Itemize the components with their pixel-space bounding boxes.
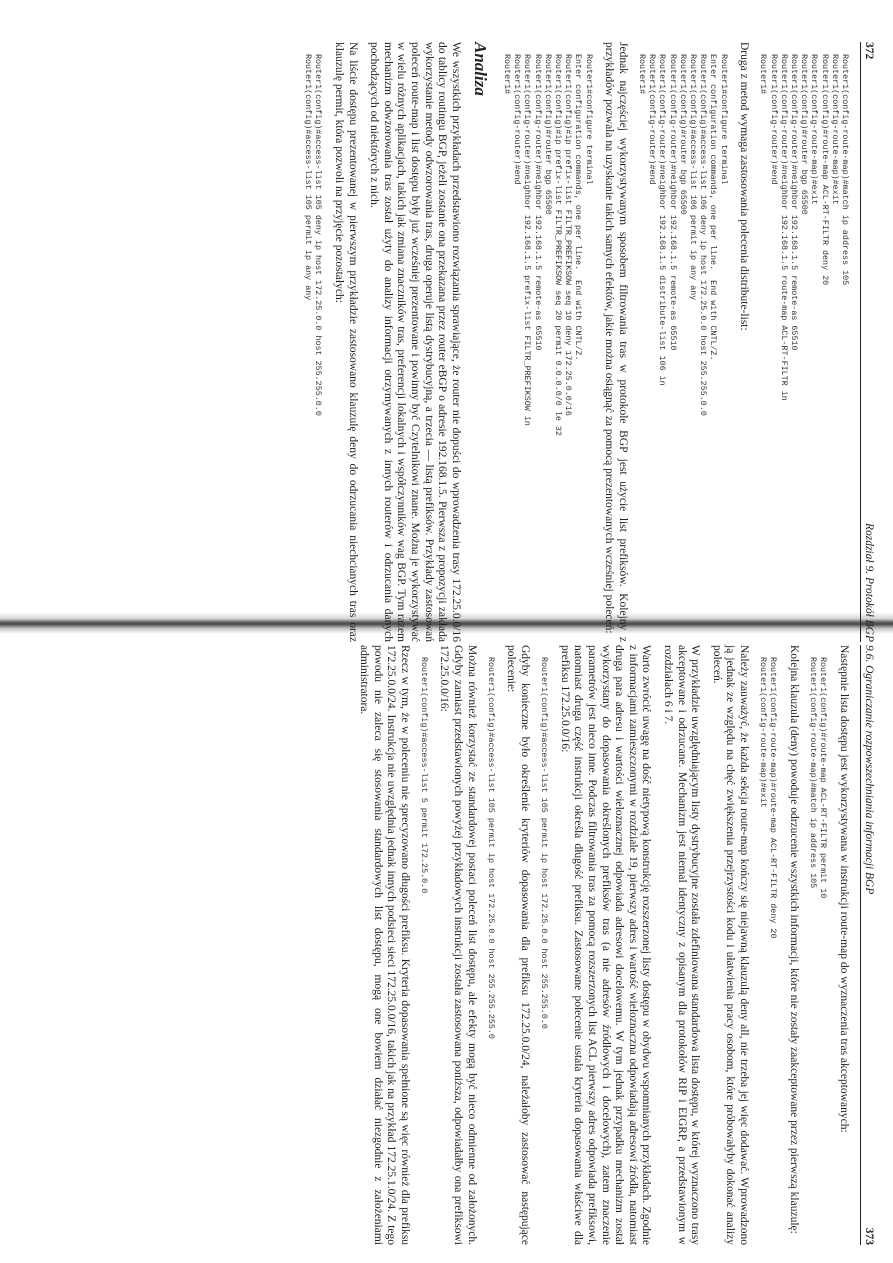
paragraph: Można również korzystać ze standardowej postaci poleceń list dostępu, ale efekty mogą być nieco odmienne od założonych. Gdyby zamiast przedstawionych powyżej przykładowych instrukcji została zastosowana poniższa, odpowiadałby ona prefiksowi 172.25.0.0/16: [438, 645, 478, 1245]
code-block: Router1(config)#access-list 105 permit ip host 172.25.0.0 host 255.255.255.0 [485, 657, 496, 1039]
paragraph: Druga z metod wymaga zastosowania polecenia distribute-list: [738, 42, 751, 331]
paragraph: W przykładzie uwzględniającym listy dystrybucyjne została zdefiniowana standardowa lista dostępu, w której wyznaczono trasy akceptowane i odrzucane. Mechanizm jest niemal identyczny z opisanym dla protokołów RIP i EIGRP, a przedstawionym w rozdziałach 6 i 7. [662, 645, 702, 1245]
section-heading: Analiza [470, 42, 490, 96]
paragraph: Należy zauważyć, że każda sekcja route-map kończy się niejawną klauzulą deny all, nie trzeba jej więc dodawać. Wprowadzono ją jednak ze względu na chęć zwiększenia przejrzystości kodu i ułatwienia pracy osobom, które próbowałyby dokonać analizy poleceń. [710, 645, 750, 1245]
running-head-title: 9.6. Ograniczanie rozpowszechniania informacji BGP [863, 645, 875, 895]
code-block: Router1(config)#access-list 105 deny ip host 172.25.0.0 host 255.255.0.0 Router1(config)#access-list 105 permit ip any any [303, 54, 324, 416]
running-header [860, 42, 875, 642]
running-head-title: Rozdział 9. Protokół BGP [863, 522, 875, 642]
code-block: Router1#configure terminal Enter configuration commands, one per line. End with CNTL/Z. Router1(config)#ip prefix-list FILTR_PREFIKSOW seq 10 deny 172.25.0.0/16 Router1(config)#ip prefix-list FILTR_PREFIKSOW seq 20 permit 0.0.0.0/0 le 32 Router1(config)#router bgp 65500 Router1(config-router)#neighbor 192.168.1.5 remote-as 65510 Router1(config-router)#neighbor 192.168.1.5 prefix-list FILTR_PREFIKSOW in Router1(config-router)#end Router1# [501, 54, 594, 436]
running-header [860, 645, 875, 1245]
code-block: Router1(config-route-map)#match ip address 105 Router1(config-route-map)#exit Router1(config)#route-map ACL-RT-FILTR deny 20 Router1(config-route-map)#exit Router1(config)#router bgp 65500 Router1(config-router)#neighbor 192.168.1.5 remote-as 65510 Router1(config-router)#neighbor 192.168.1.5 route-map ACL-RT-FILTR in Router1(config-router)#end Router1# [758, 54, 850, 401]
code-block: Router1#configure terminal Enter configuration commands, one per line. End with CNTL/Z. Router1(config)#access-list 106 deny ip host 172.25.0.0 host 255.255.0.0 Router1(config)#access-list 106 permit ip any any Router1(config)#router bgp 65500 Router1(config-router)#neighbor 192.168.1.5 remote-as 65510 Router1(config-router)#neighbor 192.168.1.5 distribute-list 106 in Router1(config-router)#end Router1# [636, 54, 729, 416]
page-373 [15, 645, 875, 1245]
paragraph: Rzecz w tym, że w poleceniu nie sprecyzowano długości prefiksu. Kryteria dopasowania spełnione są więc również dla prefiksu 172.25.0.0/24. Instrukcja nie uwzględnia jednak innych podsieci sieci 172.25.0.0/16, takich jak na przykład 172.25.1.0/24. Z tego powodu nie zaleca się stosowania standardowych list dostępu, mogą one bowiem działać niezgodnie z założeniami administratora. [357, 645, 411, 1245]
paragraph: Na liście dostępu prezentowanej w pierwszym przykładzie zastosowano klauzulę deny do odrzucania niechcianych tras oraz klauzulę permit, która pozwoli na przyjęcie pozostałych: [332, 42, 359, 642]
paragraph: Jednak najczęściej wykorzystywanym sposobem filtrowania tras w protokole BGP jest użycie list prefiksów. Kolejny z przykładów pozwala na uzyskanie takich samych efektów, jakie można osiągnąć za pomocą prezentowanych wcześniej poleceń: [603, 42, 629, 642]
code-block: Router1(config)#access-list 105 permit ip host 172.25.0.0 host 255.255.0.0 [539, 657, 550, 1029]
page-number: 372 [863, 42, 875, 60]
paragraph: Gdyby konieczne było określenie kryteriów dopasowania dla prefiksu 172.25.0.0/24, należałoby zastosować następujące polecenie: [505, 645, 532, 1245]
paragraph: Następnie lista dostępu jest wykorzystywana w instrukcji route-map do wyznaczenia tras akceptowanych: [838, 645, 850, 1133]
paragraph: We wszystkich przykładach przedstawiono rozwiązania sprawiające, że router nie dopuści do wprowadzenia trasy 172.25.0.0/16 do tablicy routingu BGP, jeżeli zostanie ona przekazana przez router eBGP o adresie 192.168.1.5. Pierwsza z propozycji zakłada wykorzystanie metody odwzorowania tras, druga operuje listą dystrybucyjną, a trzecia — listą prefiksów. Przykłady zastosowań poleceń route-map i list dostępu były już wcześniej prezentowane i powinny być Czytelnikowi znane. Można je wykorzystywać w wielu różnych aplikacjach, takich jak zmiana znaczników tras, preferencji lokalnych i współczynników wag BGP. Tym razem mechanizm odwzorowania tras został użyty do analizy informacji otrzymywanych z innych routerów i odrzucania danych pochodzących od niektórych z nich. [368, 42, 462, 642]
code-block: Router1(config)#access-list 5 permit 172.25.0.0 [418, 657, 429, 894]
code-block: Router1(config)#route-map ACL-RT-FILTR permit 10 Router1(config-route-map)#match ip address 105 [808, 657, 829, 899]
page-372 [15, 42, 875, 642]
code-block: Router1(config-route-map)#route-map ACL-RT-FILTR deny 20 Router1(config-route-map)#exit [758, 657, 779, 939]
paragraph: Warto zwrócić uwagę na dość nietypową konstrukcję rozszerzonej listy dostępu w obydwu wspomnianych przykładach. Zgodnie z informacjami zamieszczonymi w rozdziale 19, pierwszy adres i wartość wieloznaczna odpowiadają adresowi źródła, natomiast druga para adresu i wartości wieloznacznej odpowiada adresowi docelowemu. W tym jednak przypadku mechanizm został wykorzystany do dopasowania określonych prefiksów tras (a nie adresów źródłowych i docelowych), zatem znaczenie parametrów jest nieco inne. Podczas filtrowania tras za pomocą rozszerzonych list ACL pierwszy adres odpowiada prefiksowi, natomiast druga część instrukcji określa długość prefiksu. Zastosowane polecenie ustala kryteria dopasowania właściwe dla prefiksu 172.25.0.0/16: [558, 645, 653, 1245]
paragraph: Kolejna klauzula (deny) powoduje odrzucenie wszystkich informacji, które nie zostały zaakceptowane przez pierwszą klauzulę: [788, 645, 800, 1234]
page-number: 373 [863, 1227, 875, 1245]
